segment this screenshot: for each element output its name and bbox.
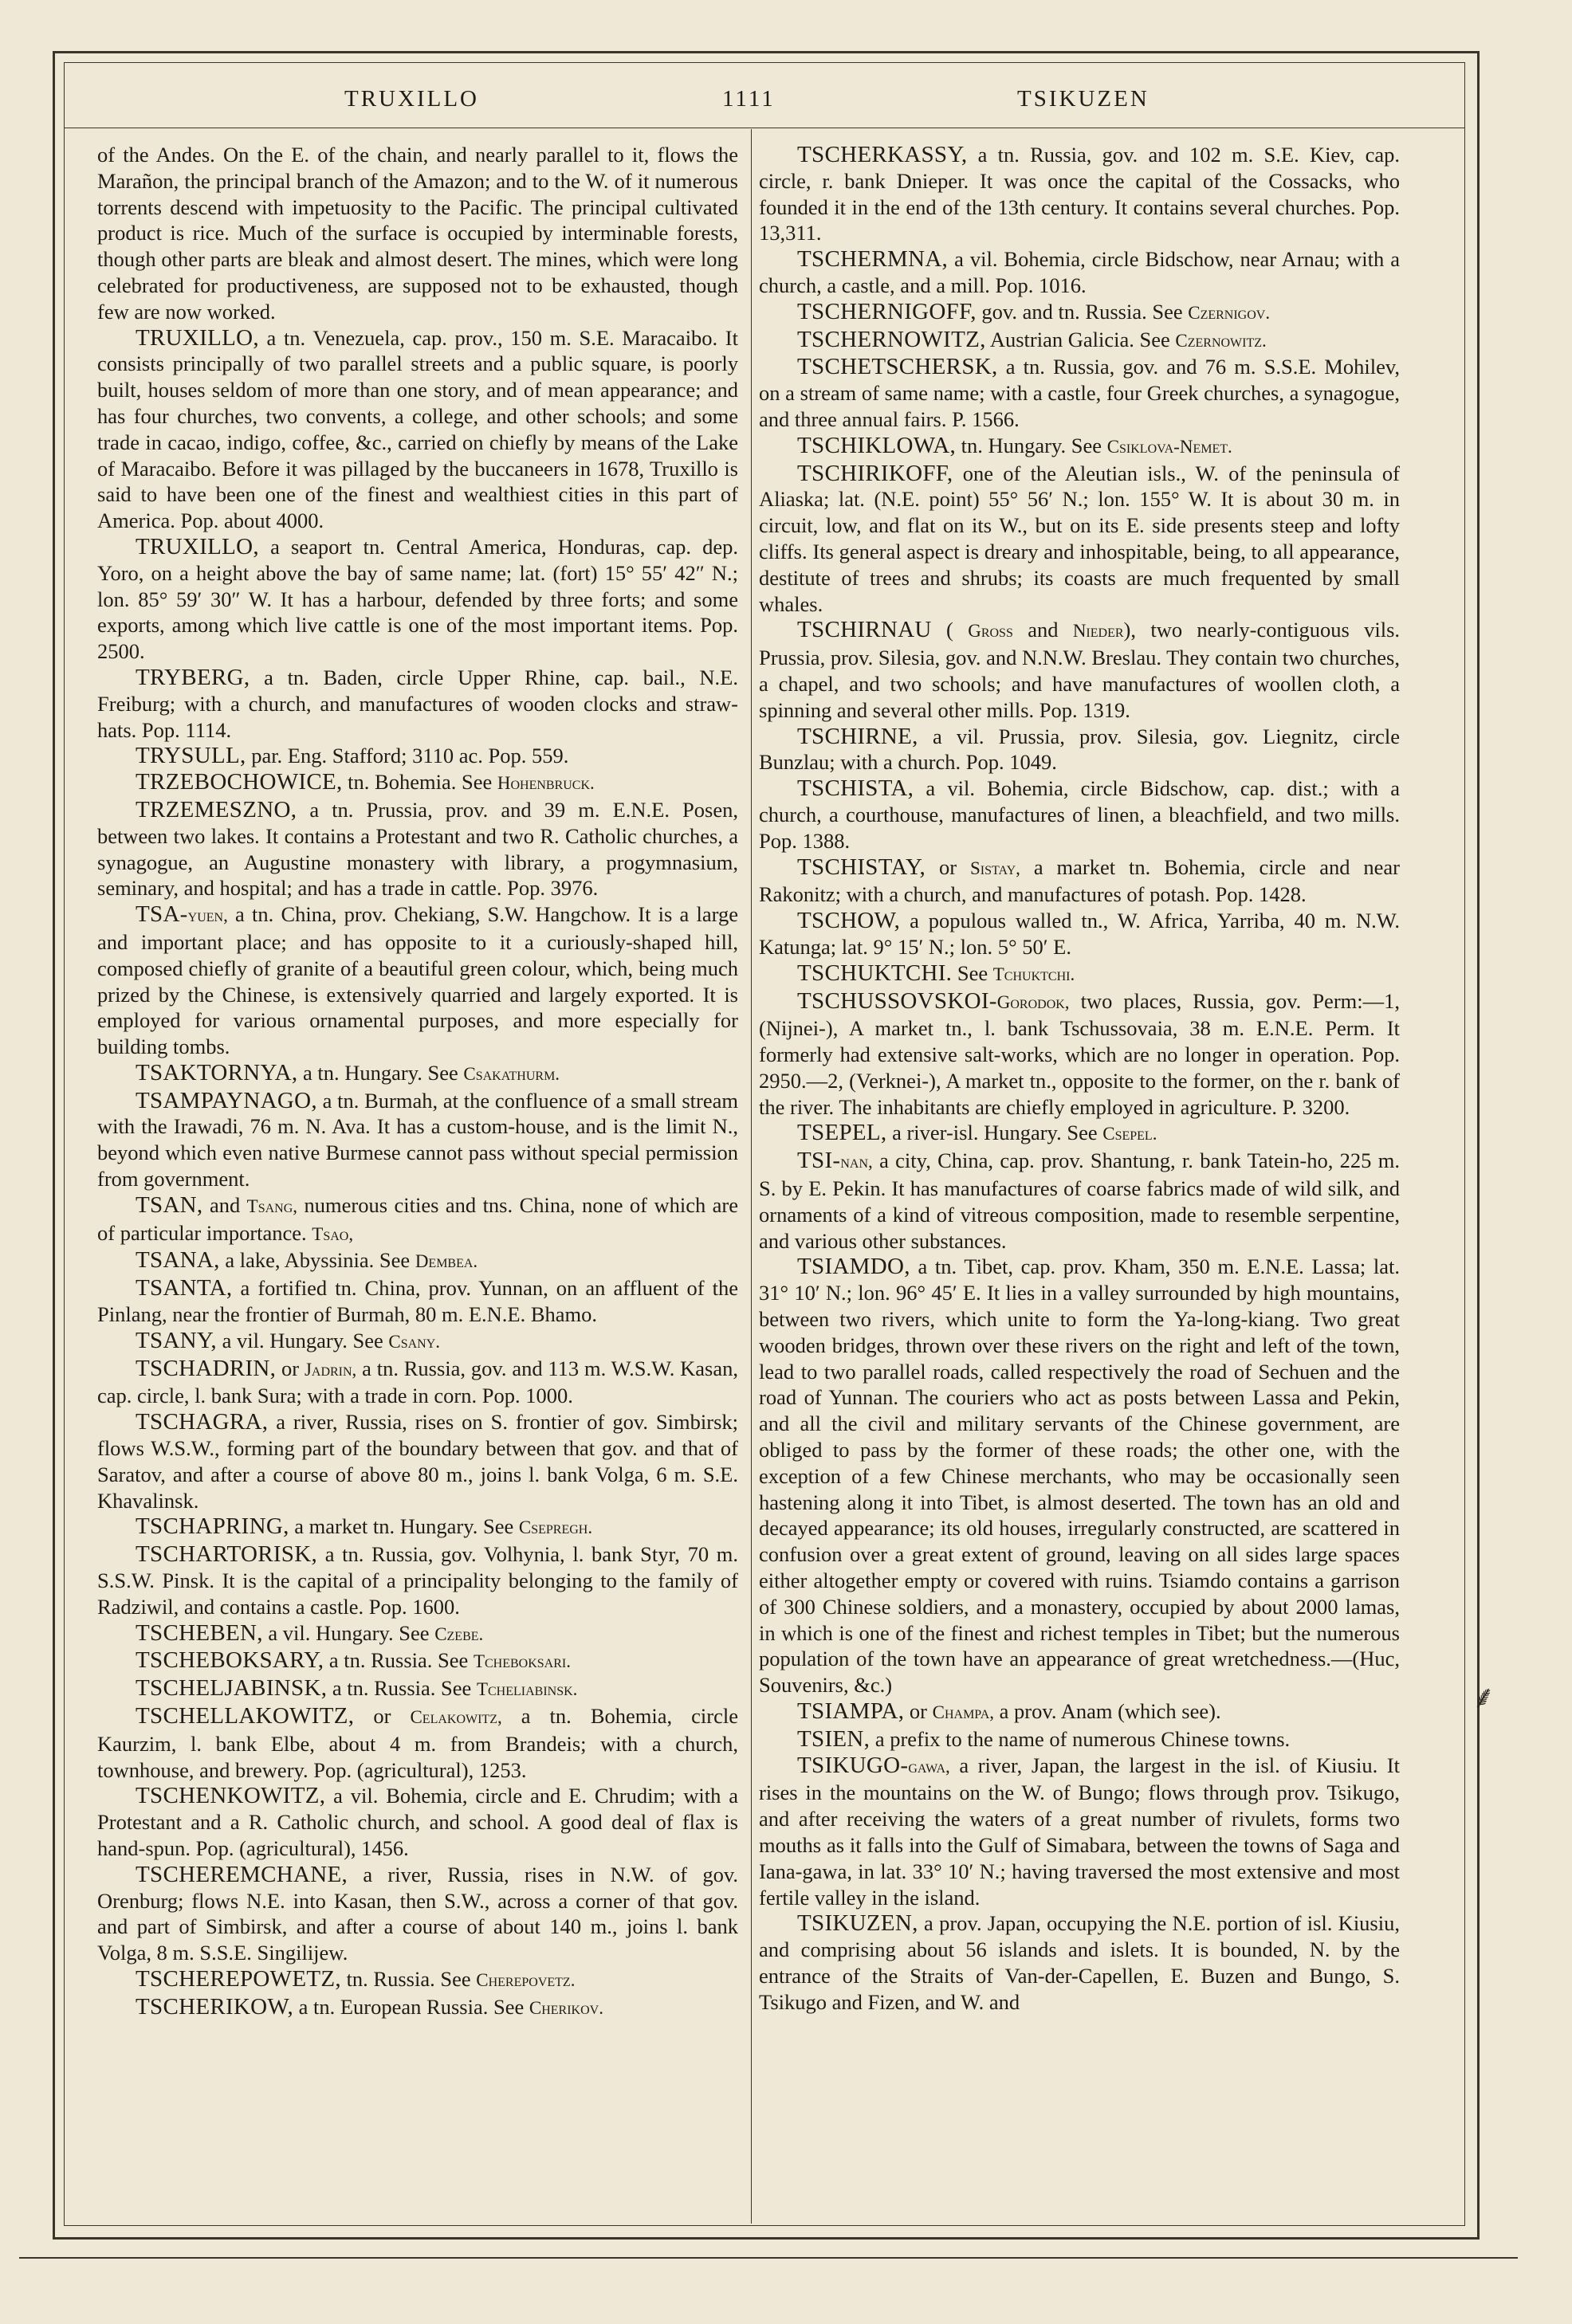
dictionary-entry bbox=[97, 1783, 738, 1861]
entry-headword: TSCHARTORISK, bbox=[136, 1541, 318, 1568]
entry-text: a seaport tn. Central America, Honduras, cap. dep. Yoro, on a height above the bay of same name; lat. (fort) 15° 55′ 42″ N.; lon. 85° 59′ 30″ W. It has a harbour, defended by three forts; and some exports, among which live cattle is one of the most important items. Pop. 2500. bbox=[97, 534, 738, 664]
dictionary-entry bbox=[97, 1675, 738, 1703]
cross-reference: Czernowitz. bbox=[1175, 330, 1267, 351]
entry-text: tn. Bohemia. See bbox=[342, 770, 493, 795]
entry-headword-suffix: yuen, bbox=[187, 905, 228, 926]
dictionary-entry bbox=[97, 142, 738, 325]
entry-text: a river, Russia, rises on S. frontier of gov. Simbirsk; flows W.S.W., forming part of the boundary between that gov. and that of Saratov, and after a course of above 80 m., joins l. bank Volga, 6 m. S.E. Khavalinsk. bbox=[97, 1410, 738, 1513]
entry-text: a tn. European Russia. See bbox=[293, 1994, 525, 2019]
dictionary-entry bbox=[97, 1647, 738, 1675]
dictionary-entry bbox=[97, 1088, 738, 1192]
page-number: 1111 bbox=[722, 86, 776, 112]
entry-headword: TSCHELJABINSK, bbox=[136, 1675, 328, 1702]
entry-text: See bbox=[952, 960, 988, 985]
entry-headword: TSIAMDO, bbox=[797, 1254, 910, 1280]
entry-text: a tn. China, prov. Chekiang, S.W. Hangchow. It is a large and important place; and has opposite to it a curiously-shaped hill, composed chiefly of granite of a beautiful green colour, which, being much prized by the Chinese, is extensively quarried and largely exported. It is employed for various ornamental purposes, and more especially for building tombs. bbox=[97, 902, 738, 1059]
entry-headword: TSANTA, bbox=[136, 1275, 233, 1301]
entry-text: a tn. Venezuela, cap. prov., 150 m. S.E. Maracaibo. It consists principally of two parallel streets and a public square, is poorly built, houses seldom of more than one story, and of mean appearance; and has four churches, two convents, a college, and other schools; and some trade in cacao, indigo, coffee, &c., carried on chiefly by means of the Lake of Maracaibo. Before it was pillaged by the buccaneers in 1678, Truxillo is said to have been one of the finest and wealthiest cities in this part of America. Pop. about 4000. bbox=[97, 325, 738, 533]
cross-reference: Csepregh. bbox=[518, 1517, 593, 1538]
entry-text: a market tn. Bohemia, circle and near Rakonitz; with a church, and manufactures of potash. Pop. 1428. bbox=[759, 854, 1400, 907]
entry-headword: TSAKTORNYA, bbox=[136, 1059, 298, 1085]
entry-text: a prefix to the name of numerous Chinese towns. bbox=[870, 1726, 1291, 1751]
entry-headword: TSANY, bbox=[136, 1327, 217, 1353]
cross-reference: Tchuktchi. bbox=[992, 964, 1075, 984]
entry-text: a lake, Abyssinia. See bbox=[219, 1248, 411, 1273]
entry-headword: TSCHISTA, bbox=[797, 775, 914, 802]
cross-reference: Cherepovetz. bbox=[476, 1969, 576, 1990]
entry-headword: TSCHISTAY, bbox=[797, 854, 926, 880]
entry-headword: TSCHIKLOWA, bbox=[797, 432, 957, 458]
dictionary-entry bbox=[759, 1148, 1400, 1254]
entry-text: numerous cities and tns. China, none of which are of particular importance. bbox=[97, 1192, 738, 1245]
dictionary-entry bbox=[97, 1703, 738, 1783]
entry-headword: TRZEMESZNO, bbox=[136, 796, 297, 822]
entry-headword: TRUXILLO, bbox=[136, 533, 259, 559]
dictionary-entry bbox=[97, 325, 738, 534]
entry-variant: Jadrin, bbox=[304, 1359, 357, 1380]
entry-headword: TSAN, bbox=[136, 1191, 203, 1218]
dictionary-entry bbox=[759, 299, 1400, 327]
dictionary-entry bbox=[759, 724, 1400, 776]
entry-variant: Tsang, bbox=[246, 1195, 298, 1216]
entry-headword: TSA- bbox=[136, 901, 188, 928]
entry-text: a tn. Prussia, prov. and 39 m. E.N.E. Posen, between two lakes. It contains a Protestant and two R. Catholic churches, a synagogue, an Augustine monastery with library, a progymnasium, seminary, and hospital; and has a trade in cattle. Pop. 3976. bbox=[97, 797, 738, 901]
dictionary-entry bbox=[759, 1753, 1400, 1911]
cross-reference: Cherikov. bbox=[529, 1997, 603, 2018]
entry-headword: TSAMPAYNAGO, bbox=[136, 1087, 317, 1113]
dictionary-entry bbox=[97, 1409, 738, 1513]
dictionary-entry bbox=[97, 1513, 738, 1541]
entry-text: one of the Aleutian isls., W. of the peninsula of Aliaska; lat. (N.E. point) 55° 56′ N.; lon. 155° W. It is about 30 m. in circuit, low, and flat on its W., but on its E. side presents steep and lofty cliffs. Its general aspect is dreary and inhospitable, being, to all appearance, destitute of trees and shrubs; its coasts are much frequented by small whales. bbox=[759, 461, 1400, 616]
entry-text: a tn. Burmah, at the confluence of a small stream with the Irawadi, 76 m. N. Ava. It has a custom-house, and is the limit N., beyond which even native Burmese cannot pass without special permission from government. bbox=[97, 1088, 738, 1191]
entry-text: ( bbox=[931, 618, 953, 642]
cross-reference: Hohenbruck. bbox=[497, 773, 595, 794]
entry-text: a tn. Tibet, cap. prov. Kham, 350 m. E.N.E. Lassa; lat. 31° 10′ N.; lon. 96° 45′ E. It lies in a valley surrounded by high mountains, between two rivers, which unite to form the Ya-long-kiang. Two great wooden bridges, thrown over these rivers on the right and left of the town, lead to two parallel roads, called respectively the road of Sechuen and the road of Yunnan. The couriers who act as posts between Lassa and Pekin, and all the civil and military servants of the Chinese government, are obliged to pass by the former of these roads; the other one, with the exception of a few Chinese merchants, who may be occasionally seen hastening along it into Tibet, is almost deserted. The town has an old and decayed appearance; its old houses, irregularly constructed, are scattered in confusion over a great extent of ground, leaving on all sides large spaces either altogether empty or covered with ruins. Tsiamdo contains a garrison of 300 Chinese soldiers, and a monastery, occupied by about 2000 lamas, in which is one of the finest and richest temples in Tibet; but the numerous population of the town have an appearance of great wretchedness.—(Huc, Souvenirs, &c.) bbox=[759, 1254, 1400, 1698]
entry-text: a vil. Hungary. See bbox=[216, 1328, 383, 1352]
entry-text: a vil. Bohemia, circle Bidschow, near Arnau; with a church, a castle, and a mill. Pop. 1016. bbox=[759, 247, 1400, 297]
cross-reference: Tcheliabinsk. bbox=[476, 1679, 578, 1700]
entry-headword: TSIEN, bbox=[797, 1725, 870, 1752]
entry-text: ), two nearly-contiguous vils. Prussia, prov. Silesia, gov. and N.N.W. Breslau. They contain two churches, a chapel, and two schools; and have manufactures of woollen cloth, a spinning and several other mills. Pop. 1319. bbox=[759, 618, 1400, 722]
entry-text: or bbox=[904, 1699, 927, 1724]
entry-text: gov. and tn. Russia. See bbox=[976, 299, 1183, 324]
entry-headword: TSANA, bbox=[136, 1247, 220, 1274]
dictionary-entry bbox=[97, 901, 738, 1060]
dictionary-entry bbox=[759, 960, 1400, 988]
cross-reference: Czernigov. bbox=[1188, 302, 1271, 323]
entry-headword: TSI- bbox=[797, 1148, 841, 1174]
entry-headword: TSCHUSSOVSKOI- bbox=[797, 987, 997, 1014]
entry-text: or bbox=[276, 1356, 300, 1380]
dictionary-entry bbox=[97, 1541, 738, 1619]
dictionary-entry bbox=[759, 988, 1400, 1121]
bottom-rule bbox=[19, 2257, 1518, 2259]
entry-headword: TSIAMPA, bbox=[797, 1698, 905, 1725]
entry-text: a prov. Anam (which see). bbox=[994, 1699, 1221, 1724]
entry-text: two places, Russia, gov. Perm:—1, (Nijnei-), A market tn., l. bank Tschussovaia, 38 m. E.N.E. Perm. It formerly had extensive salt-works, which are no longer in operation. Pop. 2950.—2, (Verknei-), A market tn., opposite to the former, on the r. bank of the river. The inhabitants are chiefly employed in agriculture. P. 3200. bbox=[759, 988, 1400, 1119]
entry-variant: Tsao, bbox=[312, 1223, 354, 1244]
cross-reference: Czebe. bbox=[434, 1623, 484, 1644]
entry-headword: TSCHAGRA, bbox=[136, 1409, 269, 1435]
entry-headword: TSCHEBOKSARY, bbox=[136, 1647, 324, 1674]
dictionary-entry bbox=[759, 1698, 1400, 1726]
entry-text: a river, Russia, rises in N.W. of gov. Orenburg; flows N.E. into Kasan, then S.W., across a corner of that gov. and part of Simbirsk, and after a course of about 140 m., joins l. bank Volga, 8 m. S.S.E. Singilijew. bbox=[97, 1862, 738, 1965]
dictionary-entry bbox=[759, 142, 1400, 246]
entry-headword: TSIKUGO- bbox=[797, 1752, 909, 1778]
dictionary-entry bbox=[97, 665, 738, 743]
entry-headword: TRYBERG, bbox=[136, 664, 250, 690]
dictionary-entry bbox=[759, 327, 1400, 355]
entry-variant: Gross bbox=[968, 621, 1013, 642]
dictionary-entry bbox=[759, 1120, 1400, 1148]
entry-text: a tn. Bohemia, circle Kaurzim, l. bank Elbe, about 4 m. from Brandeis; with a church, townhouse, and brewery. Pop. (agricultural), 1253. bbox=[97, 1704, 738, 1782]
dictionary-entry bbox=[97, 797, 738, 901]
entry-variant: Celakowitz, bbox=[410, 1707, 502, 1728]
cross-reference: Csakathurm. bbox=[463, 1063, 560, 1084]
dictionary-entry bbox=[97, 1275, 738, 1328]
entry-headword: TSCHEREPOWETZ, bbox=[136, 1965, 341, 1992]
entry-text: a prov. Japan, occupying the N.E. portion of isl. Kiusiu, and comprising about 56 islands and islets. It is bounded, N. by the entrance of the Straits of Van-der-Capellen, E. Buzen and Bungo, S. Tsikugo and Fizen, and W. and bbox=[759, 1911, 1400, 2014]
entry-text: a tn. Russia, gov. Volhynia, l. bank Styr, 70 m. S.S.W. Pinsk. It is the capital of a principality belonging to the family of Radziwil, and contains a castle. Pop. 1600. bbox=[97, 1542, 738, 1619]
dictionary-entry bbox=[97, 1356, 738, 1410]
entry-headword: TSEPEL, bbox=[797, 1120, 887, 1146]
entry-headword: TSCHETSCHERSK, bbox=[797, 354, 998, 380]
entry-text: tn. Hungary. See bbox=[956, 433, 1102, 457]
dictionary-entry bbox=[759, 854, 1400, 909]
entry-text: a vil. Hungary. See bbox=[262, 1620, 430, 1645]
dictionary-entry bbox=[759, 354, 1400, 432]
entry-text: a tn. Baden, circle Upper Rhine, cap. bail., N.E. Freiburg; with a church, and manufactures of wooden clocks and straw-hats. Pop. 1114. bbox=[97, 665, 738, 742]
entry-headword: TSCHERNOWITZ, bbox=[797, 326, 986, 352]
entry-headword: TSCHENKOWITZ, bbox=[136, 1783, 326, 1809]
entry-text: a market tn. Hungary. See bbox=[289, 1514, 514, 1539]
entry-text: par. Eng. Stafford; 3110 ac. Pop. 559. bbox=[246, 744, 569, 768]
entry-headword: TSCHELLAKOWITZ, bbox=[136, 1703, 355, 1729]
entry-text: and bbox=[1012, 618, 1059, 642]
entry-headword: TSCHIRIKOFF, bbox=[797, 460, 953, 486]
dictionary-entry bbox=[759, 461, 1400, 618]
entry-text: a vil. Bohemia, circle Bidschow, cap. dist.; with a church, a courthouse, manufactures of linen, a bleachfield, and two mills. Pop. 1388. bbox=[759, 776, 1400, 853]
entry-text: or bbox=[926, 854, 957, 879]
dictionary-entry bbox=[97, 1620, 738, 1648]
entry-text: and bbox=[202, 1192, 241, 1217]
entry-text: a fortified tn. China, prov. Yunnan, on an affluent of the Pinlang, near the frontier of Burmah, 80 m. E.N.E. Bhamo. bbox=[97, 1276, 738, 1327]
dictionary-entry bbox=[759, 617, 1400, 723]
cross-reference: Dembea. bbox=[415, 1251, 478, 1272]
entry-headword: TSCHADRIN, bbox=[136, 1355, 277, 1381]
entry-text: a populous walled tn., W. Africa, Yarriba, 40 m. N.W. Katunga; lat. 9° 15′ N.; lon. 5° 50′ E. bbox=[759, 909, 1400, 959]
dictionary-entry bbox=[97, 769, 738, 797]
dictionary-entry bbox=[759, 775, 1400, 854]
cross-reference: Csany. bbox=[388, 1331, 441, 1352]
entry-headword: TSIKUZEN, bbox=[797, 1910, 918, 1937]
entry-variant: Sistay, bbox=[970, 858, 1020, 878]
entry-headword: TRZEBOCHOWICE, bbox=[136, 769, 343, 795]
entry-text: a tn. Russia. See bbox=[324, 1648, 469, 1673]
dictionary-entry bbox=[759, 246, 1400, 299]
entry-text: a tn. Hungary. See bbox=[297, 1060, 458, 1085]
cross-reference: Csepel. bbox=[1102, 1124, 1157, 1144]
entry-text: tn. Russia. See bbox=[340, 1966, 471, 1991]
entry-headword: TSCHEREMCHANE, bbox=[136, 1861, 348, 1887]
entry-headword: TSCHERMNA, bbox=[797, 246, 949, 273]
dictionary-entry bbox=[97, 1247, 738, 1275]
dictionary-entry bbox=[759, 1254, 1400, 1698]
entry-variant: Champa, bbox=[932, 1702, 995, 1723]
entry-text: a vil. Bohemia, circle and E. Chrudim; with a Protestant and a R. Catholic church, and school. A good deal of flax is hand-spun. Pop. (agricultural), 1456. bbox=[97, 1784, 738, 1860]
right-column bbox=[759, 142, 1400, 2170]
entry-text: a vil. Prussia, prov. Silesia, gov. Liegnitz, circle Bunzlau; with a church. Pop. 1049. bbox=[759, 724, 1400, 775]
entry-headword-suffix: nan, bbox=[840, 1152, 873, 1172]
entry-text: a river, Japan, the largest in the isl. of Kiusiu. It rises in the mountains on the W. of Bungo; flows through prov. Tsikugo, and after receiving the waters of a great number of rivulets, forms two mouths as it falls into the Gulf of Simabara, between the towns of Saga and Iana-gawa, in lat. 33° 10′ N.; having traversed the most extensive and most fertile valley in the island. bbox=[759, 1753, 1400, 1910]
dictionary-entry bbox=[97, 534, 738, 665]
entry-headword: TSCHERIKOW, bbox=[136, 1993, 293, 2020]
dictionary-entry bbox=[97, 743, 738, 769]
entry-headword: TRYSULL, bbox=[136, 743, 246, 769]
entry-headword-suffix: Gorodok, bbox=[996, 991, 1070, 1012]
entry-text: a river-isl. Hungary. See bbox=[886, 1121, 1098, 1145]
entry-headword: TSCHAPRING, bbox=[136, 1513, 289, 1540]
column-divider bbox=[751, 129, 752, 2224]
dictionary-entry bbox=[759, 908, 1400, 960]
entry-headword: TSCHIRNE, bbox=[797, 723, 918, 749]
entry-variant: Nieder bbox=[1072, 621, 1124, 642]
dictionary-entry bbox=[97, 1994, 738, 2022]
dictionary-entry bbox=[97, 1862, 738, 1966]
entry-text: or bbox=[354, 1704, 391, 1729]
entry-headword: TSCHUKTCHI. bbox=[797, 960, 953, 986]
dictionary-entry bbox=[97, 1060, 738, 1088]
entry-text: Austrian Galicia. See bbox=[985, 327, 1170, 351]
entry-text: a tn. Russia, gov. and 102 m. S.E. Kiev, cap. circle, r. bank Dnieper. It was once the capital of the Cossacks, who founded it in the end of the 13th century. It contains several churches. Pop. 13,311. bbox=[759, 143, 1400, 245]
left-column bbox=[97, 142, 738, 2170]
entry-text: a tn. Russia, gov. and 113 m. W.S.W. Kasan, cap. circle, l. bank Sura; with a trade in corn. Pop. 1000. bbox=[97, 1356, 738, 1408]
running-head-right: TSIKUZEN bbox=[1017, 86, 1150, 112]
dictionary-entry bbox=[759, 1726, 1400, 1753]
entry-headword: TSCHEBEN, bbox=[136, 1619, 263, 1646]
dictionary-entry bbox=[97, 1192, 738, 1248]
running-head-left: TRUXILLO bbox=[344, 86, 479, 112]
cross-reference: Csiklova-Nemet. bbox=[1106, 436, 1232, 457]
dictionary-entry bbox=[97, 1966, 738, 1994]
dictionary-entry bbox=[759, 1910, 1400, 2015]
entry-headword: TSCHERNIGOFF, bbox=[797, 298, 977, 324]
dictionary-entry bbox=[97, 1328, 738, 1356]
entry-text: a tn. Russia, gov. and 76 m. S.S.E. Mohilev, on a stream of same name; with a castle, four Greek churches, a synagogue, and three annual fairs. P. 1566. bbox=[759, 355, 1400, 431]
dictionary-entry bbox=[759, 433, 1400, 461]
entry-text: a tn. Russia. See bbox=[327, 1676, 472, 1701]
entry-headword: TSCHOW, bbox=[797, 908, 901, 934]
entry-headword: TSCHIRNAU bbox=[797, 617, 932, 643]
entry-text: of the Andes. On the E. of the chain, and nearly parallel to it, flows the Marañon, the principal branch of the Amazon; and to the W. of it numerous torrents descend with impetuosity to the Pacific. The principal cultivated product is rice. Much of the surface is occupied by interminable forests, though other parts are bleak and almost desert. The mines, which were long celebrated for productiveness, are supposed not to be exhausted, though few are now worked. bbox=[97, 143, 738, 324]
entry-text: a city, China, cap. prov. Shantung, r. bank Tatein-ho, 225 m. S. by E. Pekin. It has manufactures of coarse fabrics made of wild silk, and ornaments of a kind of vitreous composition, made to resemble serpentine, and various other substances. bbox=[759, 1148, 1400, 1253]
cross-reference: Tcheboksari. bbox=[473, 1651, 571, 1672]
entry-headword-suffix: gawa, bbox=[908, 1756, 950, 1776]
entry-headword: TSCHERKASSY, bbox=[797, 142, 968, 167]
margin-ornament: ⸙ bbox=[1472, 1679, 1495, 1715]
entry-headword: TRUXILLO, bbox=[136, 324, 259, 351]
